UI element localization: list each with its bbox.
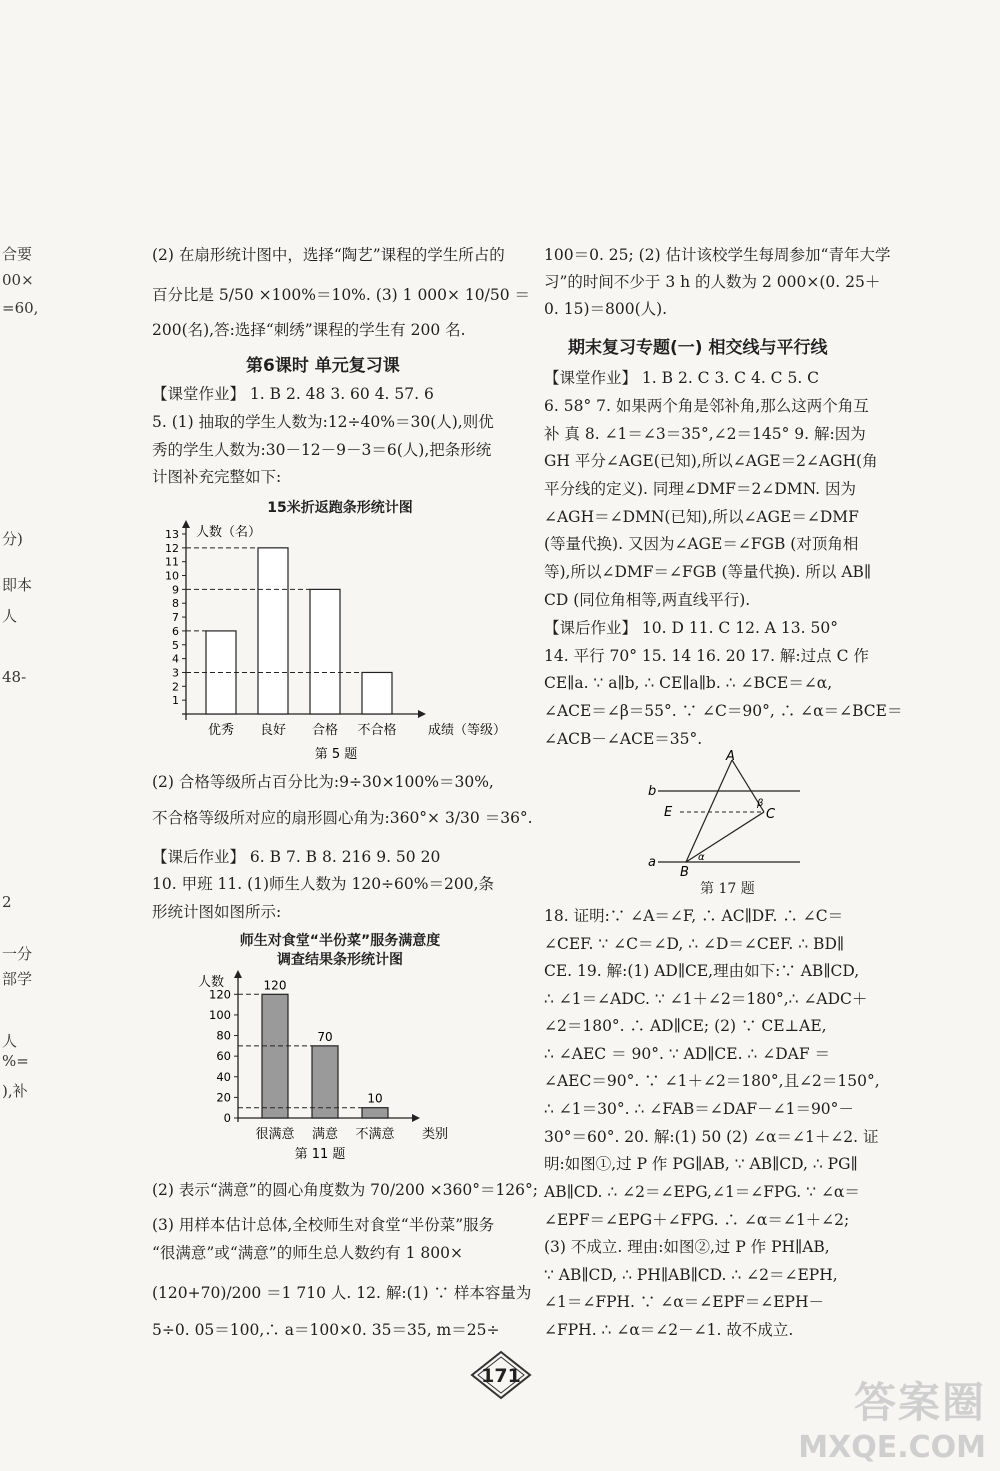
text-line: 6. 58° 7. 如果两个角是邻补角,那么这两个角互 [544, 397, 869, 415]
x-tick-label: 良好 [259, 723, 287, 738]
label-alpha: α [698, 852, 705, 863]
section-title: 期末复习专题(一) 相交线与平行线 [568, 338, 828, 358]
text-line: 100＝0. 25; (2) 估计该校学生每周参加“青年大学 [544, 246, 891, 264]
fragment: %= [2, 1052, 29, 1070]
fragment: 即本 [2, 576, 33, 594]
x-axis-arrow [412, 1114, 420, 1122]
text-line: ∠CEF. ∵ ∠C＝∠D, ∴ ∠D＝∠CEF. ∴ BD∥ [544, 935, 845, 953]
x-tick-label: 很满意 [255, 1127, 295, 1142]
x-tick-label: 不合格 [357, 723, 397, 738]
chart2-svg [180, 968, 480, 1168]
data-label: 120 [263, 978, 287, 993]
fragment: ),补 [2, 1082, 28, 1100]
text-line: 形统计图如图所示: [152, 903, 282, 921]
chart2-caption: 第 11 题 [294, 1147, 346, 1162]
label-a: A [726, 750, 735, 764]
fragment: 48- [2, 668, 27, 686]
x-tick-label: 合格 [311, 723, 339, 738]
y-axis-arrow [234, 970, 242, 978]
y-tick-label: 13 [165, 528, 179, 541]
x-tick-label: 不满意 [355, 1127, 395, 1142]
text-line: CE. 19. 解:(1) AD∥CE,理由如下:∵ AB∥CD, [544, 962, 860, 980]
fragment: 分) [2, 530, 23, 548]
y-tick-label: 60 [216, 1049, 231, 1064]
y-tick-label: 120 [209, 987, 231, 1002]
y-axis-label: 人数 [198, 975, 225, 990]
text-line: ∴ ∠AEC ＝ 90°. ∵ AD∥CE. ∴ ∠DAF ＝ [544, 1045, 831, 1063]
text-line: ∠1＝∠FPH. ∵ ∠α＝∠EPF＝∠EPH－ [544, 1293, 825, 1311]
label-b-line: b [648, 784, 657, 799]
chart1-svg [140, 518, 520, 768]
text-line: ∴ ∠1＝30°. ∴ ∠FAB＝∠DAF－∠1＝90°－ [544, 1100, 854, 1118]
label-c: C [766, 807, 776, 822]
chart1-title: 15米折返跑条形统计图 [267, 500, 413, 516]
fragment: 人 [2, 1032, 18, 1050]
figure17-diagram [640, 750, 810, 880]
y-tick-label: 12 [165, 541, 179, 555]
fragment: 2 [2, 893, 12, 911]
text-line: 秀的学生人数为:30－12－9－3＝6(人),把条形统 [152, 441, 492, 459]
text-line: 14. 平行 70° 15. 14 16. 20 17. 解:过点 C 作 [544, 647, 869, 665]
text-line: 18. 证明:∵ ∠A＝∠F, ∴ AC∥DF. ∴ ∠C＝ [544, 907, 844, 925]
text-line: AB∥CD. ∴ ∠2＝∠EPG,∠1＝∠FPG. ∵ ∠α＝ [544, 1183, 860, 1201]
chart2-title-line2: 调查结果条形统计图 [277, 952, 403, 968]
text-line: 30°＝60°. 20. 解:(1) 50 (2) ∠α＝∠1＋∠2. 证 [544, 1128, 879, 1146]
text-line: ∵ AB∥CD, ∴ PH∥AB∥CD. ∴ ∠2＝∠EPH, [544, 1266, 838, 1284]
page-number: 171 [481, 1365, 521, 1387]
text-line: 10. 甲班 11. (1)师生人数为 120÷60%＝200,条 [152, 875, 494, 893]
text-line: ∠ACE＝∠β＝55°. ∵ ∠C＝90°, ∴ ∠α＝∠BCE＝ [544, 702, 903, 720]
text-line: CE∥a. ∵ a∥b, ∴ CE∥a∥b. ∴ ∠BCE＝∠α, [544, 674, 833, 692]
chart1-caption: 第 5 题 [314, 747, 358, 762]
fragment: 合要 [2, 245, 33, 263]
bar [258, 548, 288, 714]
section-title: 第6课时 单元复习课 [246, 356, 400, 376]
text-line: 200(名),答:选择“刺绣”课程的学生有 200 名. [152, 321, 466, 339]
text-line: 【课后作业】 10. D 11. C 12. A 13. 50° [544, 619, 838, 637]
text-line: (2) 表示“满意”的圆心角度数为 70/200 ×360°＝126°; [152, 1181, 538, 1199]
text-line: ∠FPH. ∴ ∠α＝∠2－∠1. 故不成立. [544, 1321, 794, 1339]
text-line: 不合格等级所对应的扇形圆心角为:360°× 3/30 ＝36°. [152, 809, 533, 827]
bar [312, 1046, 338, 1118]
y-tick-label: 1 [172, 694, 179, 708]
label-beta: β [757, 798, 764, 809]
text-line: 补 真 8. ∠1＝∠3＝35°,∠2＝145° 9. 解:因为 [544, 425, 866, 443]
text-line: (3) 用样本估计总体,全校师生对食堂“半份菜”服务 [152, 1216, 495, 1234]
y-tick-label: 10 [165, 569, 179, 583]
fragment: 人 [2, 607, 18, 625]
y-tick-label: 6 [172, 624, 179, 638]
page-number-badge [470, 1350, 532, 1400]
y-tick-label: 7 [172, 611, 179, 625]
figure17-caption: 第 17 题 [700, 881, 755, 897]
text-line: ∠EPF＝∠EPG＋∠FPG. ∴ ∠α＝∠1＋∠2; [544, 1211, 850, 1229]
text-line: 【课堂作业】 1. B 2. 48 3. 60 4. 57. 6 [152, 385, 434, 403]
text-line: GH 平分∠AGE(已知),所以∠AGE＝2∠AGH(角 [544, 452, 878, 470]
y-tick-label: 4 [172, 652, 179, 666]
y-tick-label: 40 [216, 1069, 231, 1084]
x-tick-label: 满意 [311, 1127, 339, 1142]
data-label: 10 [367, 1091, 383, 1106]
text-line: (3) 不成立. 理由:如图②,过 P 作 PH∥AB, [544, 1238, 830, 1256]
text-line: ∠AEC＝90°. ∵ ∠1＋∠2＝180°,且∠2＝150°, [544, 1072, 880, 1090]
y-axis-label: 人数（名） [196, 525, 262, 540]
text-line: 明:如图①,过 P 作 PG∥AB, ∵ AB∥CD, ∴ PG∥ [544, 1155, 858, 1173]
badge-shape-icon [470, 1350, 532, 1400]
fragment: 00× [2, 271, 34, 289]
bar [362, 672, 392, 714]
x-axis-label: 成绩（等级） [428, 723, 507, 738]
bar [310, 589, 340, 714]
y-tick-label: 9 [172, 583, 179, 597]
watermark-en: MXQE.COM [798, 1430, 986, 1465]
label-e: E [664, 805, 673, 820]
text-line: (2) 在扇形统计图中，选择“陶艺”课程的学生所占的 [152, 246, 505, 264]
text-line: ∠AGH＝∠DMN(已知),所以∠AGE＝∠DMF [544, 508, 859, 526]
x-axis-arrow [418, 710, 426, 718]
text-line: 习”的时间不少于 3 h 的人数为 2 000×(0. 25＋ [544, 273, 881, 291]
label-b-point: B [680, 865, 689, 880]
text-line: 百分比是 5/50 ×100%＝10%. (3) 1 000× 10/50 ＝ [152, 286, 531, 304]
bar [262, 994, 288, 1118]
fragment: =60, [2, 299, 39, 317]
text-line: (120+70)/200 ＝1 710 人. 12. 解:(1) ∵ 样本容量为 [152, 1284, 532, 1302]
text-line: 【课堂作业】 1. B 2. C 3. C 4. C 5. C [544, 369, 820, 387]
text-line: 平分线的定义). 同理∠DMF＝2∠DMN. 因为 [544, 480, 857, 498]
label-a-line: a [648, 855, 656, 870]
text-line: ∠2＝180°. ∴ AD∥CE; (2) ∵ CE⊥AE, [544, 1017, 827, 1035]
y-tick-label: 20 [216, 1090, 231, 1105]
text-line: ∠ACB－∠ACE＝35°. [544, 730, 703, 748]
y-tick-label: 3 [172, 666, 179, 680]
fragment: 部学 [2, 970, 33, 988]
text-line: CD (同位角相等,两直线平行). [544, 591, 751, 609]
text-line: 计图补充完整如下: [152, 468, 282, 486]
watermark [798, 1370, 986, 1465]
watermark-cn: 答案圈 [853, 1378, 986, 1427]
x-axis-label: 类别 [422, 1127, 449, 1142]
x-tick-label: 优秀 [207, 723, 235, 738]
text-line: 【课后作业】 6. B 7. B 8. 216 9. 50 20 [152, 848, 441, 866]
y-tick-label: 11 [165, 555, 179, 569]
y-tick-label: 100 [209, 1007, 231, 1022]
y-tick-label: 0 [223, 1111, 231, 1125]
y-tick-label: 2 [172, 680, 179, 694]
text-line: 0. 15)＝800(人). [544, 300, 668, 318]
text-line: 等),所以∠DMF＝∠FGB (等量代换). 所以 AB∥ [544, 563, 872, 581]
text-line: “很满意”或“满意”的师生总人数约有 1 800× [152, 1244, 463, 1262]
fragment: 一分 [2, 945, 33, 963]
y-tick-label: 8 [172, 597, 179, 611]
y-axis-arrow [182, 520, 190, 528]
y-tick-label: 80 [216, 1028, 231, 1043]
chart2-title-line1: 师生对食堂“半份菜”服务满意度 [239, 933, 441, 949]
data-label: 70 [317, 1029, 333, 1044]
bar [362, 1108, 388, 1118]
y-tick-label: 5 [172, 638, 179, 652]
text-line: (等量代换). 又因为∠AGE＝∠FGB (对顶角相 [544, 535, 859, 553]
text-line: 5÷0. 05＝100,∴ a＝100×0. 35＝35, m＝25÷ [152, 1321, 500, 1339]
text-line: 5. (1) 抽取的学生人数为:12÷40%＝30(人),则优 [152, 413, 494, 431]
text-line: (2) 合格等级所占百分比为:9÷30×100%＝30%, [152, 773, 494, 791]
text-line: ∴ ∠1＝∠ADC. ∵ ∠1＋∠2＝180°,∴ ∠ADC＋ [544, 990, 868, 1008]
